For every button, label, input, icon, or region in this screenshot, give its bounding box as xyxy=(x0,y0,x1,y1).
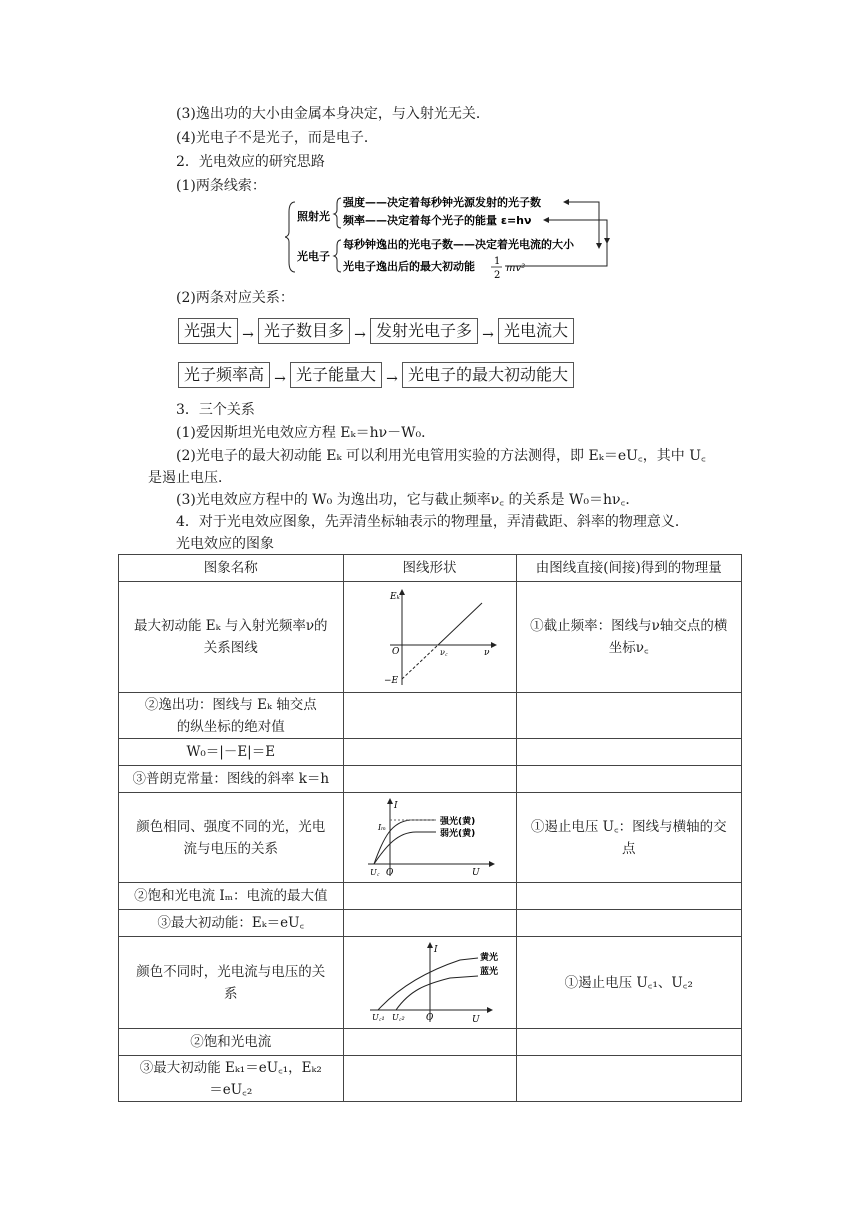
section-4: 4．对于光电效应图象，先弄清坐标轴表示的物理量，弄清截距、斜率的物理意义． xyxy=(176,514,689,530)
g3-blue: 蓝光 xyxy=(479,966,498,977)
section-3-heading: 3．三个关系 xyxy=(176,402,255,418)
chain-intensity xyxy=(178,318,574,344)
ek-nu-graph xyxy=(360,585,500,689)
g1-negE: −E xyxy=(383,676,398,686)
row2-workfunction: ②逸出功：图线与 Eₖ 轴交点的纵坐标的绝对值 xyxy=(119,693,344,739)
row4-planck: ③普朗克常量：图线的斜率 k＝h xyxy=(119,766,344,793)
section-2-2: (2)两条对应关系： xyxy=(176,290,294,306)
diagram-row-intensity: 强度——决定着每秒钟光源发射的光子数 xyxy=(343,196,541,209)
arrow-icon: → xyxy=(242,327,254,343)
clue-diagram xyxy=(285,192,625,282)
row8-name: 颜色不同时，光电流与电压的关系 xyxy=(119,937,344,1029)
arrow-icon: → xyxy=(274,371,286,387)
g3-origin: O xyxy=(425,1012,433,1023)
g1-y-label: Eₖ xyxy=(389,592,400,602)
header-name: 图象名称 xyxy=(119,555,344,582)
row10-max-ke: ③最大初动能 Eₖ₁＝eU꜀₁，Eₖ₂＝eU꜀₂ xyxy=(119,1056,344,1102)
g3-y-label: I xyxy=(433,944,438,955)
g2-uc: U꜀ xyxy=(369,867,380,877)
row8-graph xyxy=(343,937,516,1029)
g3-x-label: U xyxy=(471,1014,480,1025)
g3-yellow: 黄光 xyxy=(479,952,498,963)
section-3-1: (1)爱因斯坦光电效应方程 Eₖ＝hν－W₀． xyxy=(176,425,436,441)
g1-x-label: ν xyxy=(483,648,490,658)
row7-max-ke: ③最大初动能：Eₖ＝eU꜀ xyxy=(119,910,344,937)
chain2-box-2: 光子能量大 xyxy=(290,362,382,388)
header-result: 由图线直接(间接)得到的物理量 xyxy=(516,555,742,582)
g3-uc2: U꜀₂ xyxy=(391,1012,405,1022)
section-2-heading: 2．光电效应的研究思路 xyxy=(176,154,325,170)
arrow-icon: → xyxy=(354,327,366,343)
diagram-frac-num: 1 xyxy=(494,256,501,267)
chain2-box-3: 光电子的最大初动能大 xyxy=(402,362,574,388)
row5-result: ①遏止电压 U꜀：图线与横轴的交点 xyxy=(516,793,742,883)
chain1-box-2: 光子数目多 xyxy=(258,318,350,344)
g2-weak: 弱光(黄) xyxy=(439,828,475,839)
diagram-row-count: 每秒钟逸出的光电子数——决定着光电流的大小 xyxy=(343,238,574,251)
row1-graph xyxy=(343,582,516,693)
row3-w0: W₀＝|－E|＝E xyxy=(119,739,344,766)
graph-table xyxy=(118,554,742,1102)
para-work-function: (3)逸出功的大小由金属本身决定，与入射光无关． xyxy=(176,106,490,122)
chain2-box-1: 光子频率高 xyxy=(178,362,270,388)
section-3-2b: 是遏止电压． xyxy=(148,470,232,486)
g2-origin: O xyxy=(385,867,393,878)
g1-vc: ν꜀ xyxy=(439,648,448,657)
i-u-same-color-graph xyxy=(360,796,500,880)
table-title: 光电效应的图象 xyxy=(176,536,274,552)
g2-strong: 强光(黄) xyxy=(439,816,475,827)
row1-name: 最大初动能 Eₖ 与入射光频率ν的关系图线 xyxy=(119,582,344,693)
g2-x-label: U xyxy=(471,867,480,878)
row5-graph xyxy=(343,793,516,883)
row8-result: ①遏止电压 U꜀₁、U꜀₂ xyxy=(516,937,742,1029)
section-3-3: (3)光电效应方程中的 W₀ 为逸出功，它与截止频率ν꜀ 的关系是 W₀＝hν꜀． xyxy=(176,492,640,508)
chain1-box-4: 光电流大 xyxy=(498,318,574,344)
chain-frequency xyxy=(178,362,574,388)
g3-uc1: U꜀₁ xyxy=(371,1012,385,1022)
diagram-electron-label: 光电子 xyxy=(297,250,330,263)
diagram-frac-den: 2 xyxy=(494,270,501,281)
row1-result: ①截止频率：图线与ν轴交点的横坐标ν꜀ xyxy=(516,582,742,693)
diagram-row-energy: 光电子逸出后的最大初动能 xyxy=(343,260,475,273)
i-u-diff-color-graph xyxy=(360,940,500,1026)
diagram-row-frequency: 频率——决定着每个光子的能量 ε=hν xyxy=(343,214,532,227)
arrow-icon: → xyxy=(482,327,494,343)
header-shape: 图线形状 xyxy=(343,555,516,582)
row6-saturation: ②饱和光电流 Iₘ：电流的最大值 xyxy=(119,883,344,910)
g1-origin: O xyxy=(391,647,399,657)
row5-name: 颜色相同、强度不同的光，光电流与电压的关系 xyxy=(119,793,344,883)
section-2-1: (1)两条线索： xyxy=(176,178,266,194)
arrow-icon: → xyxy=(386,371,398,387)
chain1-box-3: 发射光电子多 xyxy=(370,318,478,344)
diagram-light-label: 照射光 xyxy=(297,210,330,223)
diagram-mv2: mv² xyxy=(506,263,526,274)
section-3-2a: (2)光电子的最大初动能 Eₖ 可以利用光电管用实验的方法测得，即 Eₖ＝eU꜀，其中 U꜀ xyxy=(176,448,706,464)
row9-saturation: ②饱和光电流 xyxy=(119,1029,344,1056)
g2-y-label: I xyxy=(393,800,398,811)
chain1-box-1: 光强大 xyxy=(178,318,238,344)
para-photoelectron: (4)光电子不是光子，而是电子． xyxy=(176,130,378,146)
g2-im: Iₘ xyxy=(377,822,386,832)
